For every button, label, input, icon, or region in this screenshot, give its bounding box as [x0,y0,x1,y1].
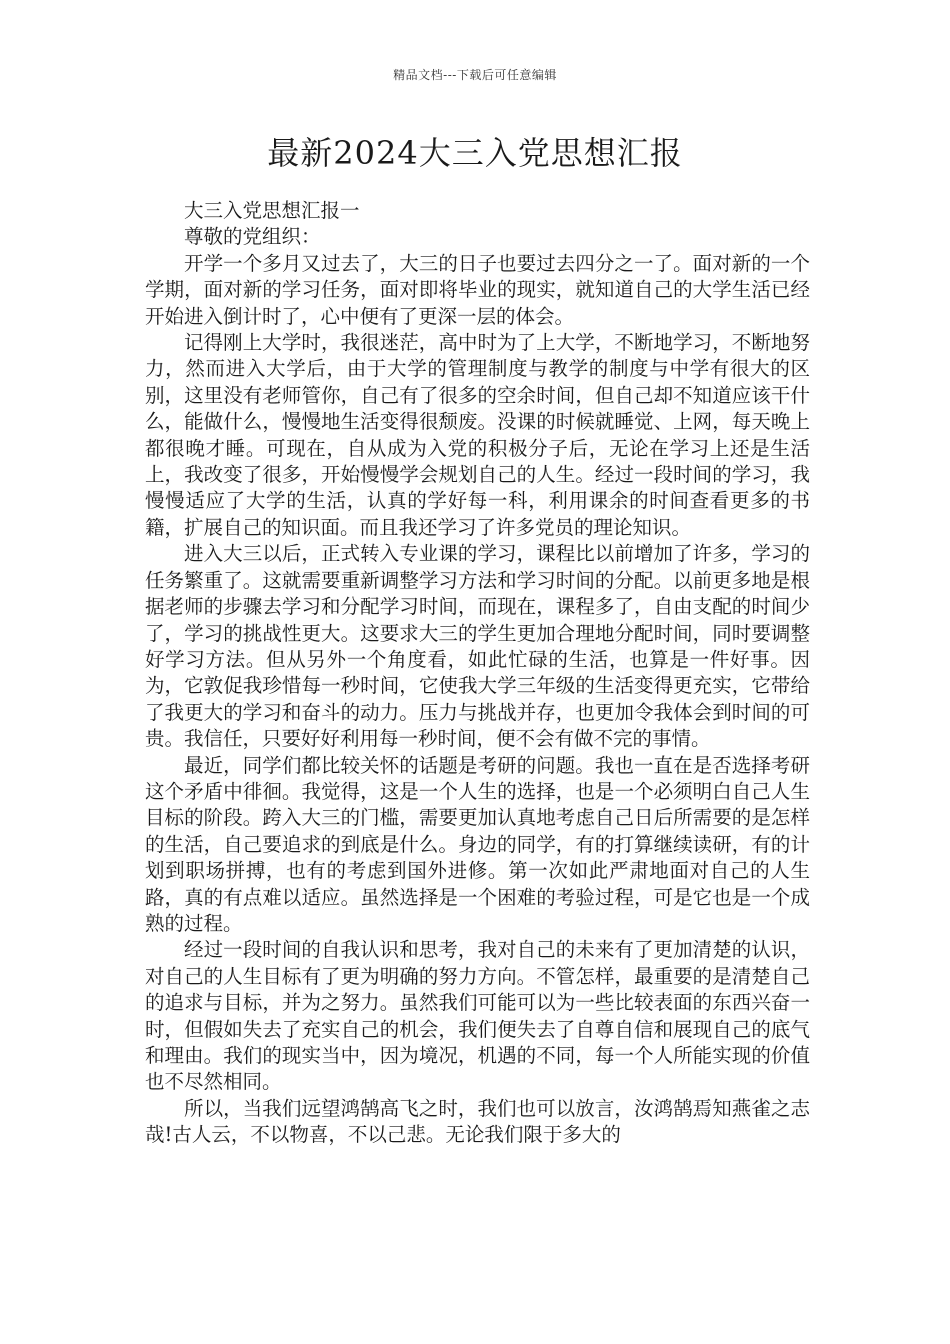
document-body [145,198,810,1149]
paragraph: 记得刚上大学时，我很迷茫，高中时为了上大学，不断地学习，不断地努力，然而进入大学后，由于大学的管理制度与教学的制度与中学有很大的区别，这里没有老师管你，自己有了很多的空余时间，但自己却不知道应该干什么，能做什么，慢慢地生活变得很颓废。没课的时候就睡觉、上网，每天晚上都很晚才睡。可现在，自从成为入党的积极分子后，无论在学习上还是生活上，我改变了很多，开始慢慢学会规划自己的人生。经过一段时间的学习，我慢慢适应了大学的生活，认真的学好每一科，利用课余的时间查看更多的书籍，扩展自己的知识面。而且我还学习了许多党员的理论知识。 [145,331,810,539]
paragraph: 经过一段时间的自我认识和思考，我对自己的未来有了更加清楚的认识，对自己的人生目标有了更为明确的努力方向。不管怎样，最重要的是清楚自己的追求与目标，并为之努力。虽然我们可能可以为一些比较表面的东西兴奋一时，但假如失去了充实自己的机会，我们便失去了自尊自信和展现自己的底气和理由。我们的现实当中，因为境况，机遇的不同，每一个人所能实现的价值也不尽然相同。 [145,938,810,1094]
paragraph: 进入大三以后，正式转入专业课的学习，课程比以前增加了许多，学习的任务繁重了。这就需要重新调整学习方法和学习时间的分配。以前更多地是根据老师的步骤去学习和分配学习时间，而现在，课程多了，自由支配的时间少了，学习的挑战性更大。这要求大三的学生更加合理地分配时间，同时要调整好学习方法。但从另外一个角度看，如此忙碌的生活，也算是一件好事。因为，它敦促我珍惜每一秒时间，它使我大学三年级的生活变得更充实，它带给了我更大的学习和奋斗的动力。压力与挑战并存，也更加令我体会到时间的可贵。我信任，只要好好利用每一秒时间，便不会有做不完的事情。 [145,542,810,751]
document-title: 最新2024大三入党思想汇报 [267,134,683,172]
page-header: 精品文档---下载后可任意编辑 [393,68,557,82]
paragraph: 最近，同学们都比较关怀的话题是考研的问题。我也一直在是否选择考研这个矛盾中徘徊。我觉得，这是一个人生的选择，也是一个必须明白自己人生目标的阶段。跨入大三的门槛，需要更加认真地考虑自己日后所需要的是怎样的生活，自己要追求的到底是什么。身边的同学，有的打算继续读研，有的计划到职场拼搏，也有的考虑到国外进修。第一次如此严肃地面对自己的人生路，真的有点难以适应。虽然选择是一个困难的考验过程，可是它也是一个成熟的过程。 [145,753,810,935]
salutation: 尊敬的党组织： [184,225,321,249]
paragraph: 所以，当我们远望鸿鹄高飞之时，我们也可以放言，汝鸿鹄焉知燕雀之志哉!古人云，不以物喜，不以己悲。无论我们限于多大的 [145,1096,810,1147]
paragraph: 开学一个多月又过去了，大三的日子也要过去四分之一了。面对新的一个学期，面对新的学习任务，面对即将毕业的现实，就知道自己的大学生活已经开始进入倒计时了，心中便有了更深一层的体会。 [145,251,810,328]
subtitle: 大三入党思想汇报一 [184,199,360,222]
